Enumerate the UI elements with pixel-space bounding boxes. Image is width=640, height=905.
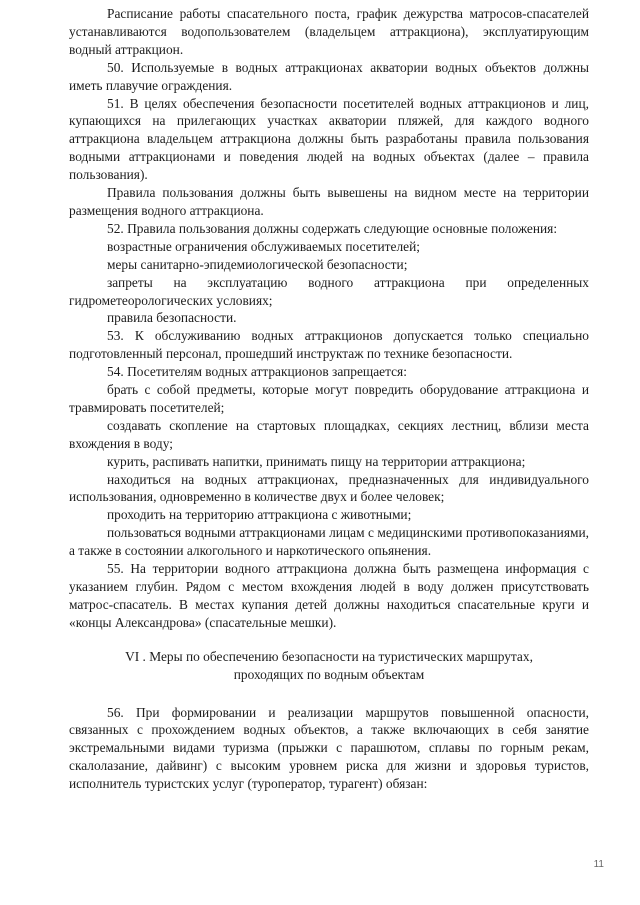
paragraph-rescue-schedule: Расписание работы спасательного поста, график дежурства матросов-спасателей устанавливаются водопользователем (владельцем аттракциона), эксплуатирующим водный аттракцион. xyxy=(69,6,589,57)
list-item-medical: пользоваться водными аттракционами лицам с медицинскими противопоказаниями, а также в состоянии алкогольного и наркотического опьянения. xyxy=(69,525,589,559)
paragraph-51: 51. В целях обеспечения безопасности посетителей водных аттракционов и лиц, купающихся на прилегающих участках акватории пляжей, для каждого водного аттракциона владельцем аттракциона должны быть разработаны правила пользования водными аттракционами и поведения людей на водных объектах (далее – правила пользования). xyxy=(69,95,589,183)
list-item-sanitary-measures: меры санитарно-эпидемиологической безопасности; xyxy=(107,256,408,272)
paragraph-56: 56. При формировании и реализации маршрутов повышенной опасности, связанных с прохождением водных объектов, а также включающих в себя занятие экстремальными видами туризма (прыжки с парашютом, сплавы по горным рекам, скалолазание, дайвинг) с высоким уровнем риска для жизни и здоровья туристов, исполнитель туристских услуг (туроператор, турагент) обязан: xyxy=(69,704,589,792)
paragraph-54: 54. Посетителям водных аттракционов запрещается: xyxy=(107,364,407,380)
list-item-crowding: создавать скопление на стартовых площадках, секциях лестниц, вблизи места вхождения в воду; xyxy=(69,417,589,451)
document-page xyxy=(69,5,589,793)
paragraph-52: 52. Правила пользования должны содержать следующие основные положения: xyxy=(107,220,558,236)
paragraph-55: 55. На территории водного аттракциона должна быть размещена информация с указанием глубин. Рядом с местом вхождения людей в воду должен присутствовать матрос-спасатель. В местах купания детей должны находиться спасательные круги и «концы Александрова» (спасательные мешки). xyxy=(69,561,589,630)
paragraph-rules-posting: Правила пользования должны быть вывешены на видном месте на территории размещения водного аттракциона. xyxy=(69,185,589,218)
list-item-age-limits: возрастные ограничения обслуживаемых посетителей; xyxy=(107,238,420,254)
page-number: 11 xyxy=(593,859,604,870)
list-item-safety-rules: правила безопасности. xyxy=(107,310,237,326)
section-heading-line-2: проходящих по водным объектам xyxy=(233,666,425,682)
paragraph-53: 53. К обслуживанию водных аттракционов допускается только специально подготовленный персонал, прошедший инструктаж по технике безопасности. xyxy=(69,328,589,362)
list-item-smoking: курить, распивать напитки, принимать пищу на территории аттракциона; xyxy=(107,453,526,469)
list-item-weather-bans: запреты на эксплуатацию водного аттракциона при определенных гидрометеорологических условиях; xyxy=(69,274,589,308)
paragraph-50: 50. Используемые в водных аттракционах акватории водных объектов должны иметь плавучие ограждения. xyxy=(69,59,589,93)
list-item-animals: проходить на территорию аттракциона с животными; xyxy=(107,507,412,523)
section-heading-line-1: VI . Меры по обеспечению безопасности на туристических маршрутах, xyxy=(125,648,533,664)
list-item-individual-use: находиться на водных аттракционах, предназначенных для индивидуального использования, одновременно в количестве двух и более человек; xyxy=(69,471,589,505)
list-item-objects: брать с собой предметы, которые могут повредить оборудование аттракциона и травмировать посетителей; xyxy=(69,382,589,415)
